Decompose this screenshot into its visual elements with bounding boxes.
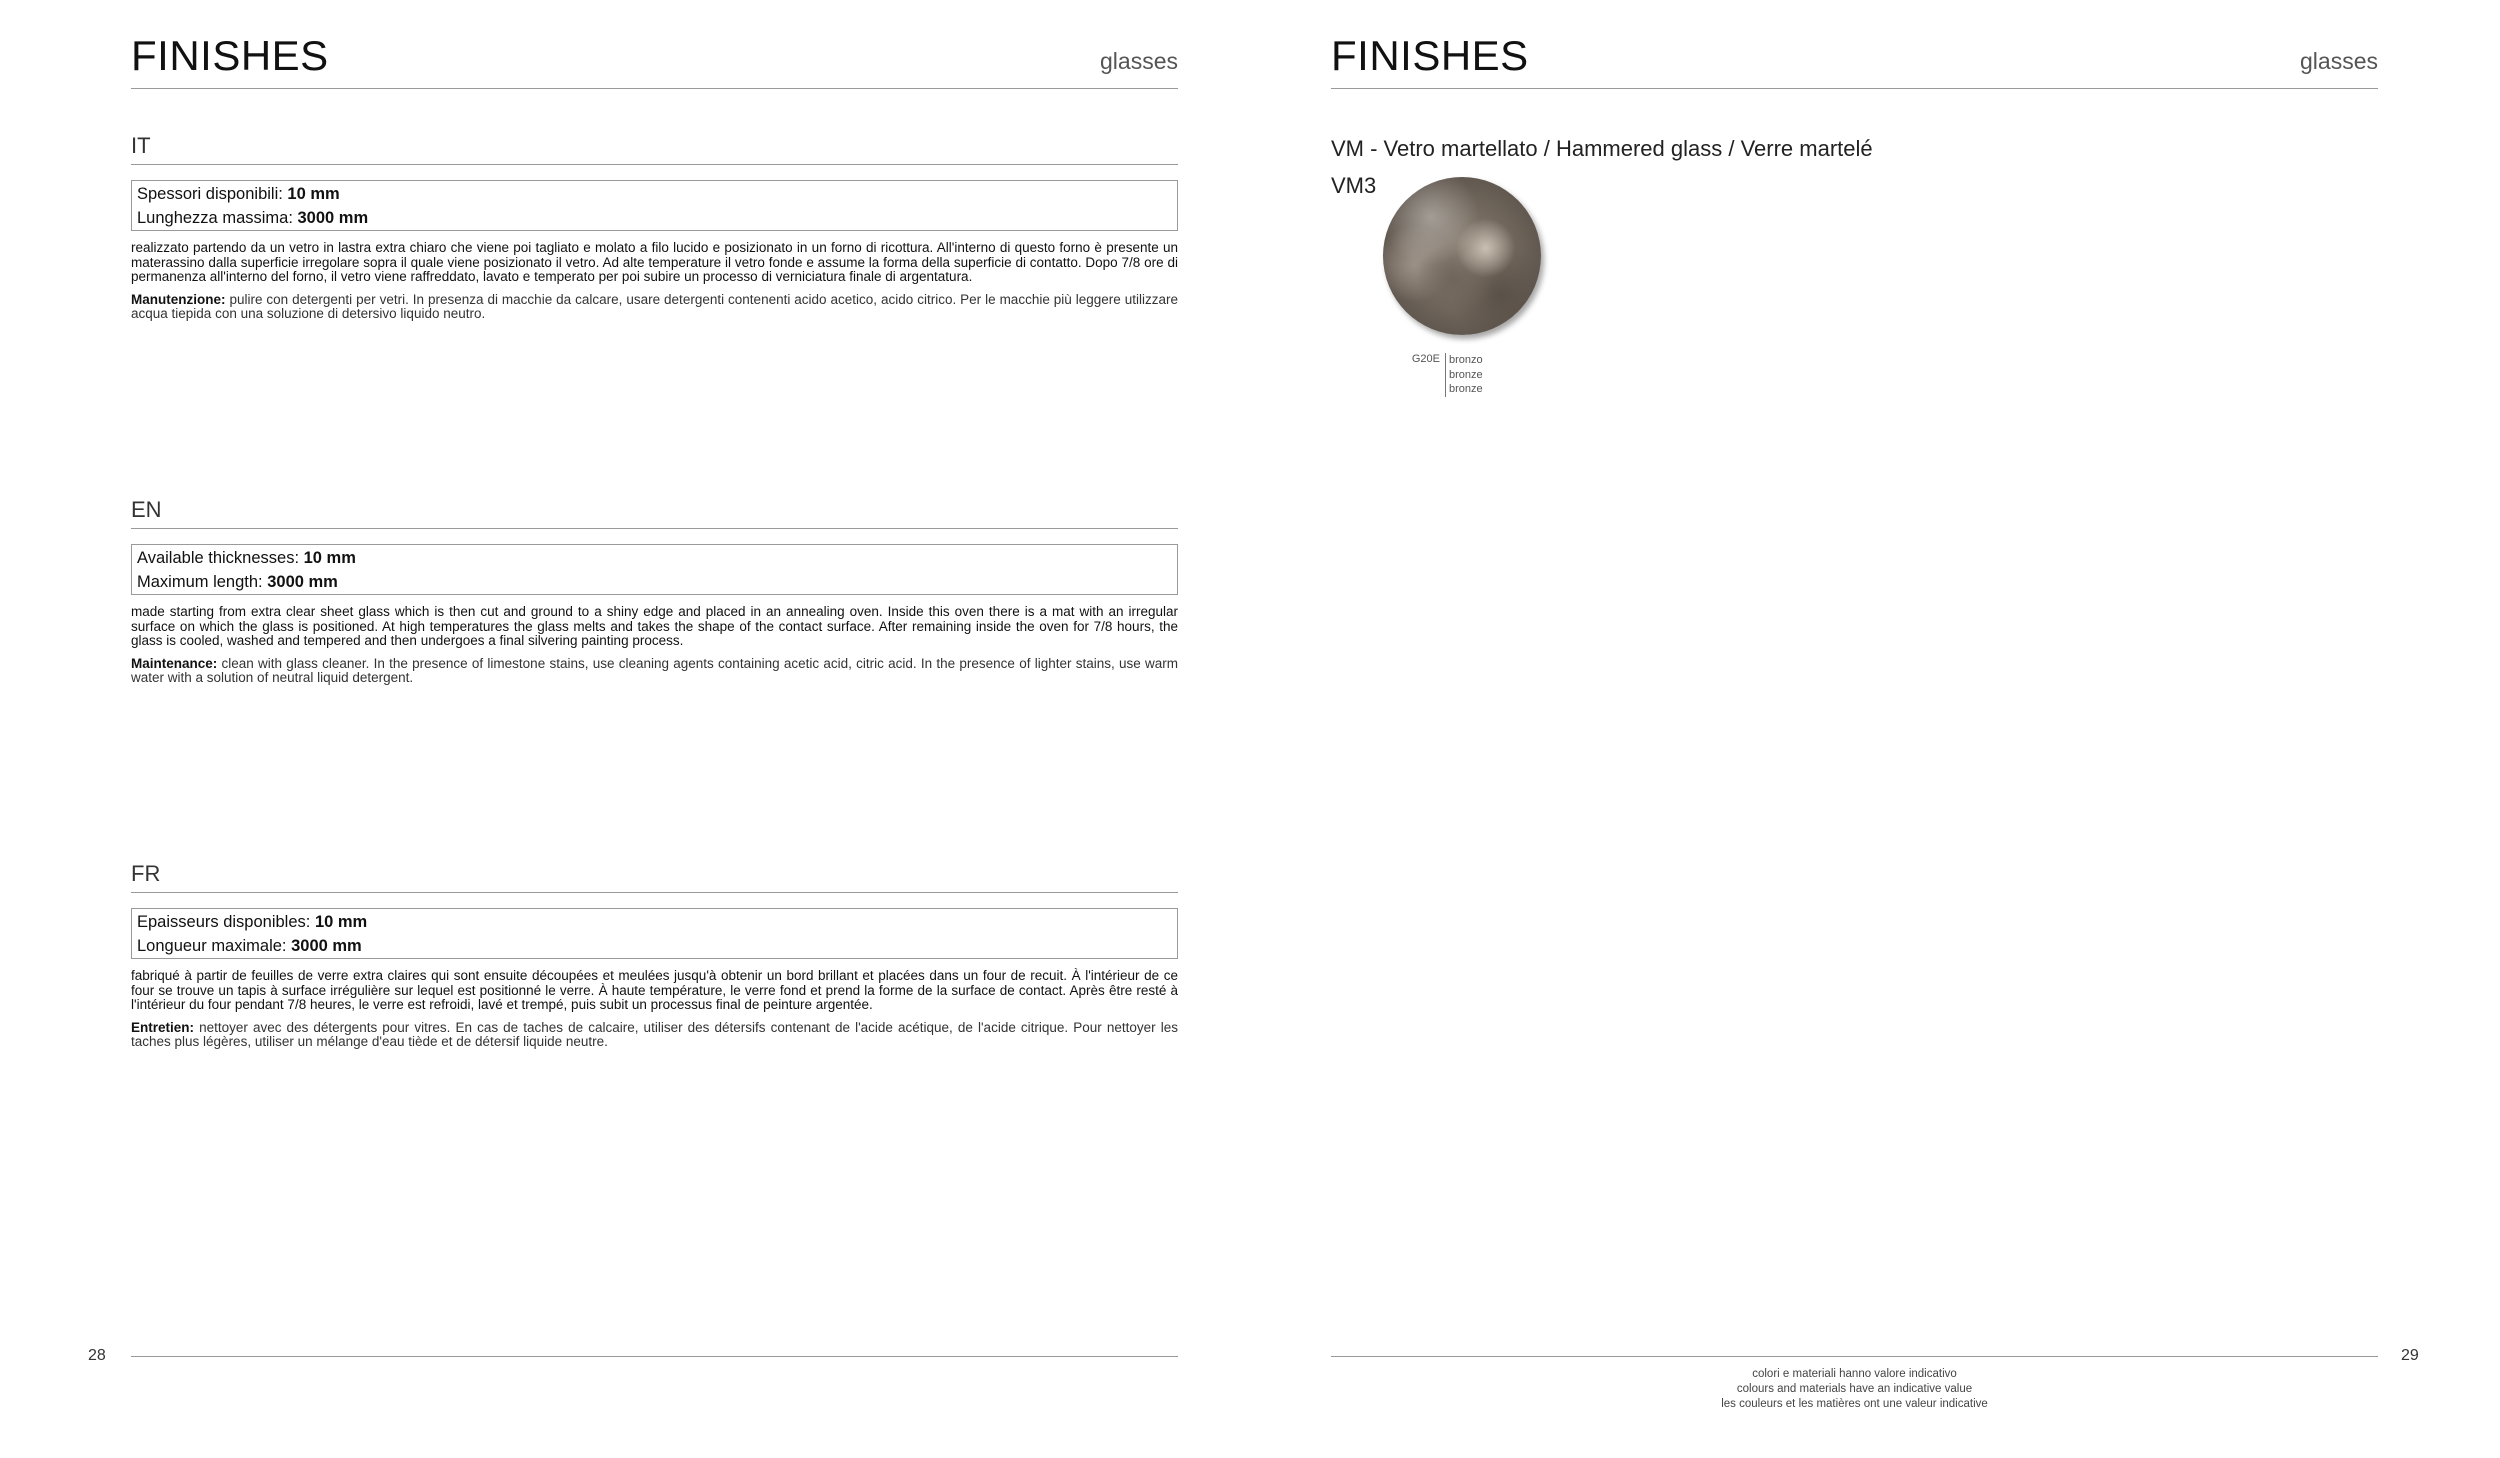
footer-divider <box>1331 1356 2378 1357</box>
right-page <box>1250 0 2500 1458</box>
maintenance-label: Entretien: <box>131 1019 195 1035</box>
spec-length <box>137 570 1172 594</box>
maintenance-body: clean with glass cleaner. In the presence of limestone stains, use cleaning agents containing acetic acid, citric acid. In the presence of lighter stains, use warm water with a solution of neutral liquid detergent. <box>131 655 1178 686</box>
section-en <box>131 497 1178 686</box>
hammered-glass-swatch <box>1383 177 1541 335</box>
spec-box <box>131 544 1178 595</box>
swatch-name-fr: bronze <box>1449 383 1483 395</box>
page-number: 29 <box>2401 1347 2419 1364</box>
spec-label: Lunghezza massima: <box>137 209 298 227</box>
spec-label: Maximum length: <box>137 573 268 591</box>
disclaimer-it: colori e materiali hanno valore indicativo <box>1752 1368 1957 1380</box>
swatch-name-en: bronze <box>1449 368 1483 381</box>
disclaimer <box>1331 1367 2378 1412</box>
section-it <box>131 133 1178 322</box>
disclaimer-en: colours and materials have an indicative value <box>1736 1383 1973 1395</box>
spec-value: 3000 mm <box>267 573 338 591</box>
finish-code: VM3 <box>1331 173 1377 198</box>
maintenance-body: nettoyer avec des détergents pour vitres. En cas de taches de calcaire, utiliser des détersifs contenant de l'acide acétique, de l'acide citrique. Pour nettoyer les taches plus légères, utiliser un mélange d'eau tiède et de détersif liquide neutre. <box>131 1019 1178 1050</box>
page-title: FINISHES <box>131 32 329 79</box>
swatch-code: G20E <box>1411 353 1440 365</box>
spec-length <box>137 934 1172 958</box>
spec-value: 3000 mm <box>291 937 362 955</box>
section-language-label: FR <box>131 861 1178 893</box>
description-text: made starting from extra clear sheet glass which is then cut and ground to a shiny edge and placed in an annealing oven. Inside this oven there is a mat with an irregular surface on which the glass is positioned. At high temperatures the glass melts and takes the shape of the contact surface. After remaining inside the oven for 7/8 hours, the glass is cooled, washed and tempered and then undergoes a final silvering painting process. <box>131 604 1178 649</box>
maintenance-text <box>131 657 1178 686</box>
section-fr <box>131 861 1178 1050</box>
spec-box <box>131 908 1178 959</box>
spec-value: 10 mm <box>303 549 356 567</box>
maintenance-body: pulire con detergenti per vetri. In presenza di macchie da calcare, usare detergenti contenenti acido acetico, acido citrico. Per le macchie più leggere utilizzare acqua tiepida con una soluzione di detersivo liquido neutro. <box>131 291 1178 322</box>
page-subtitle: glasses <box>1100 48 1178 74</box>
spec-label: Spessori disponibili: <box>137 185 288 203</box>
page-number: 28 <box>88 1347 106 1364</box>
spec-thickness <box>137 910 1172 934</box>
spec-thickness <box>137 182 1172 206</box>
footer-divider <box>131 1356 1178 1357</box>
finish-title: VM - Vetro martellato / Hammered glass / Verre martelé <box>1331 136 1873 161</box>
spec-value: 3000 mm <box>297 209 369 227</box>
description-text: fabriqué à partir de feuilles de verre extra claires qui sont ensuite découpées et meulées jusqu'à obtenir un bord brillant et placées dans un four de recuit. À l'intérieur de ce four se trouve un tapis à surface irrégulière sur lequel est positionné le verre. À haute température, le verre fond et prend la forme de la surface de contact. Après être resté à l'intérieur du four pendant 7/8 heures, le verre est refroidi, lavé et trempé, puis subit un processus final de peinture argentée. <box>131 968 1178 1013</box>
spec-thickness <box>137 546 1172 570</box>
section-language-label: EN <box>131 497 1178 529</box>
spec-label: Longueur maximale: <box>137 937 292 955</box>
spec-value: 10 mm <box>314 913 368 931</box>
maintenance-text <box>131 293 1178 322</box>
page-subtitle: glasses <box>2300 48 2378 74</box>
page-header <box>1331 30 2378 89</box>
spec-label: Available thicknesses: <box>137 549 304 567</box>
description-text: realizzato partendo da un vetro in lastra extra chiaro che viene poi tagliato e molato a filo lucido e posizionato in un forno di ricottura. All'interno di questo forno è presente un materassino dalla superficie irregolare sopra il quale viene posizionato il vetro. Ad alte temperature il vetro fonde e assume la forma della superficie di contatto. Dopo 7/8 ore di permanenza all'interno del forno, il vetro viene raffreddato, lavato e temperato per poi subire un processo di verniciatura finale di argentatura. <box>131 240 1178 285</box>
page-title: FINISHES <box>1331 32 1529 79</box>
section-language-label: IT <box>131 133 1178 165</box>
swatch-color-names <box>1445 353 1483 397</box>
disclaimer-fr: les couleurs et les matières ont une valeur indicative <box>1721 1398 1988 1410</box>
swatch-name-it: bronzo <box>1449 354 1483 366</box>
spec-box <box>131 180 1178 231</box>
spec-length <box>137 206 1172 230</box>
spec-value: 10 mm <box>287 185 340 203</box>
maintenance-label: Maintenance: <box>131 655 218 671</box>
page-header <box>131 30 1178 89</box>
maintenance-label: Manutenzione: <box>131 291 226 307</box>
maintenance-text <box>131 1021 1178 1050</box>
spec-label: Epaisseurs disponibles: <box>137 913 315 931</box>
